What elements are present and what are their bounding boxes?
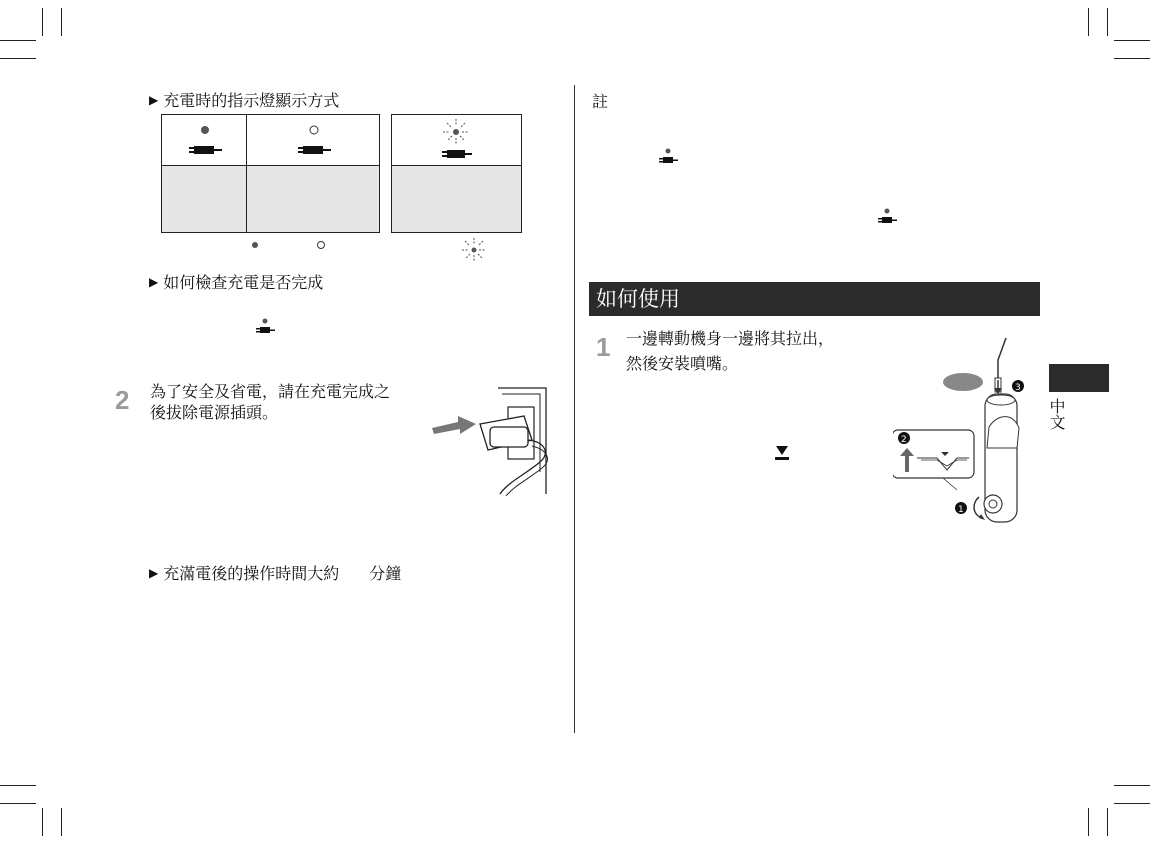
led-on-plug-icon (162, 115, 248, 167)
crop-mark (1114, 58, 1150, 59)
table-cell-header-3 (391, 114, 522, 166)
led-plug-icon (657, 148, 679, 168)
crop-mark (61, 8, 62, 36)
section-runtime-heading (149, 561, 401, 584)
svg-text:2: 2 (901, 435, 907, 445)
svg-text:1: 1 (958, 505, 964, 515)
step2-text-line2: 後拔除電源插頭。 (150, 403, 279, 422)
language-side-tab (1049, 364, 1109, 392)
section-indicator-text: 充電時的指示燈顯示方式 (163, 91, 340, 110)
step-number-2: 2 (115, 385, 130, 415)
crop-mark (0, 803, 36, 804)
led-dot-icon (250, 240, 260, 250)
triangle-bullet-icon: ▶ (149, 274, 159, 289)
crop-mark (0, 785, 36, 786)
crop-mark (0, 40, 36, 41)
table-cell-body-1 (161, 165, 247, 233)
triangle-bullet-icon: ▶ (149, 92, 159, 107)
crop-mark (1114, 785, 1150, 786)
step1-text-line1: 一邊轉動機身一邊將其拉出， (626, 329, 835, 348)
section-check-heading (149, 270, 323, 293)
runtime-text-a: 充滿電後的操作時間大約 (163, 564, 340, 583)
crop-mark (1088, 808, 1089, 836)
crop-mark (42, 808, 43, 836)
step1-text-line2: 然後安裝噴嘴。 (626, 354, 739, 373)
blinking-led-icon (460, 236, 488, 264)
note-title: 註 (592, 92, 609, 111)
led-plug-icon (876, 208, 898, 228)
table-cell-header-2 (246, 114, 380, 166)
crop-mark (61, 808, 62, 836)
runtime-text-b: 分鐘 (369, 564, 402, 583)
led-off-plug-icon (247, 115, 381, 167)
section-check-text: 如何檢查充電是否完成 (163, 273, 324, 292)
led-off-icon (316, 240, 326, 250)
crop-mark (1107, 8, 1108, 36)
crop-mark (1114, 40, 1150, 41)
step2-text-line1: 為了安全及省電，請在充電完成之 (150, 382, 391, 401)
column-divider (574, 85, 575, 733)
svg-text:3: 3 (1015, 383, 1021, 393)
max-line-icon (774, 444, 790, 462)
triangle-bullet-icon: ▶ (149, 565, 159, 580)
table-cell-body-3 (391, 165, 522, 233)
language-label: 中文 (1047, 398, 1066, 430)
step-number-1: 1 (596, 332, 611, 362)
led-plug-icon (254, 318, 276, 338)
table-cell-header-1 (161, 114, 247, 166)
crop-mark (1088, 8, 1089, 36)
blinking-led-plug-icon (392, 115, 523, 167)
table-cell-body-2 (246, 165, 380, 233)
irrigator-illustration (893, 332, 1033, 532)
section-heading-how-to-use: 如何使用 (589, 282, 1040, 316)
section-indicator-heading (149, 88, 339, 111)
crop-mark (0, 58, 36, 59)
unplug-illustration (428, 382, 553, 498)
crop-mark (1107, 808, 1108, 836)
crop-mark (1114, 803, 1150, 804)
crop-mark (42, 8, 43, 36)
